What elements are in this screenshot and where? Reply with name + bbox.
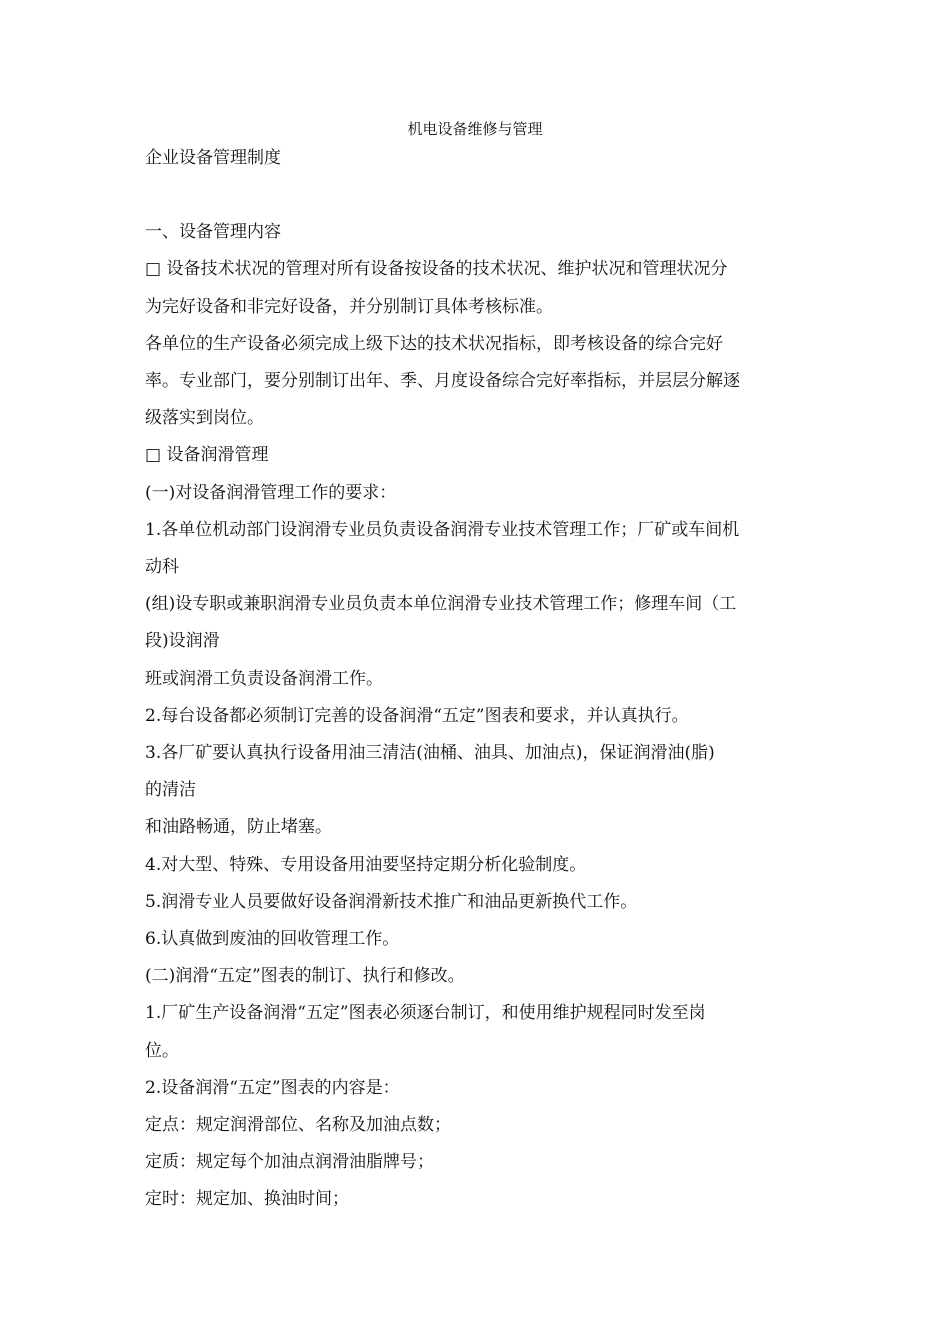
text-line: 动科 bbox=[145, 557, 179, 578]
text-line: 4.对大型、特殊、专用设备用油要坚持定期分析化验制度。 bbox=[145, 854, 587, 875]
text-line: 定点：规定润滑部位、名称及加油点数； bbox=[145, 1115, 451, 1136]
text-line: 6.认真做到废油的回收管理工作。 bbox=[145, 929, 400, 950]
text-line: (二)润滑“五定”图表的制订、执行和修改。 bbox=[145, 966, 465, 987]
section-heading: 一、设备管理内容 bbox=[145, 222, 281, 243]
text-line: □ 设备润滑管理 bbox=[145, 445, 269, 466]
text-line: (组)设专职或兼职润滑专业员负责本单位润滑专业技术管理工作；修理车间（工 bbox=[145, 594, 737, 615]
text-line: 5.润滑专业人员要做好设备润滑新技术推广和油品更新换代工作。 bbox=[145, 891, 638, 912]
text-line: 位。 bbox=[145, 1040, 179, 1061]
text-line: (一)对设备润滑管理工作的要求： bbox=[145, 482, 397, 503]
text-line: □ 设备技术状况的管理对所有设备按设备的技术状况、维护状况和管理状况分 bbox=[145, 259, 728, 280]
text-line: 定时：规定加、换油时间； bbox=[145, 1189, 349, 1210]
text-line: 和油路畅通，防止堵塞。 bbox=[145, 817, 332, 838]
text-line: 率。专业部门，要分别制订出年、季、月度设备综合完好率指标，并层层分解逐 bbox=[145, 371, 740, 392]
text-line: 为完好设备和非完好设备，并分别制订具体考核标准。 bbox=[145, 296, 553, 317]
text-line: 1.各单位机动部门设润滑专业员负责设备润滑专业技术管理工作；厂矿或车间机 bbox=[145, 519, 740, 540]
text-line: 段)设润滑 bbox=[145, 631, 220, 652]
text-line: 1.厂矿生产设备润滑“五定”图表必须逐台制订，和使用维护规程同时发至岗 bbox=[145, 1003, 706, 1024]
text-line: 定质：规定每个加油点润滑油脂牌号； bbox=[145, 1152, 434, 1173]
document-subtitle: 企业设备管理制度 bbox=[145, 148, 281, 168]
text-line: 班或润滑工负责设备润滑工作。 bbox=[145, 668, 383, 689]
text-line: 3.各厂矿要认真执行设备用油三清洁(油桶、油具、加油点)，保证润滑油(脂) bbox=[145, 743, 715, 764]
page-header: 机电设备维修与管理 bbox=[407, 120, 543, 138]
text-line: 各单位的生产设备必须完成上级下达的技术状况指标，即考核设备的综合完好 bbox=[145, 333, 723, 354]
text-line: 级落实到岗位。 bbox=[145, 408, 264, 429]
text-line: 的清洁 bbox=[145, 780, 196, 801]
text-line: 2.每台设备都必须制订完善的设备润滑“五定”图表和要求，并认真执行。 bbox=[145, 705, 689, 726]
document-body bbox=[145, 140, 813, 1219]
text-line: 2.设备润滑“五定”图表的内容是： bbox=[145, 1077, 400, 1098]
blank-line bbox=[145, 177, 813, 214]
